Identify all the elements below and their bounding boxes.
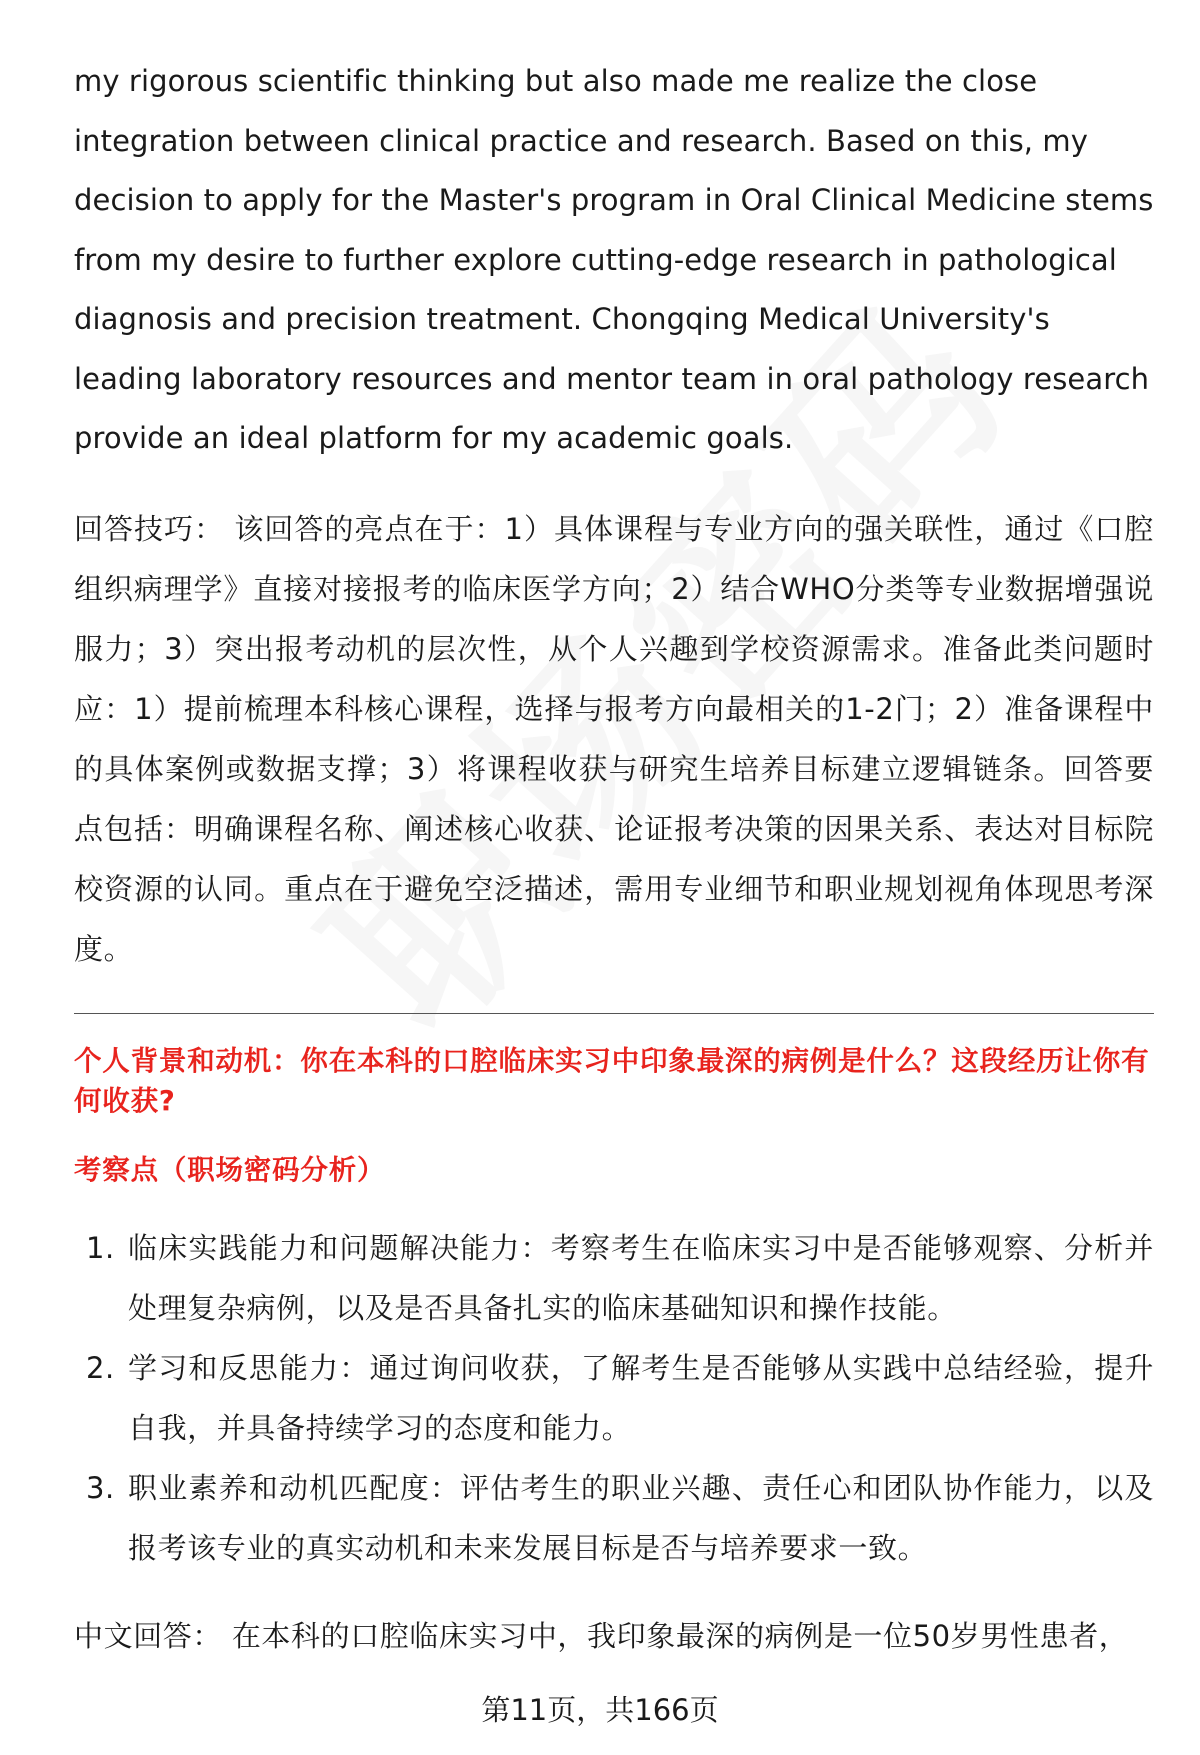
list-item <box>74 1458 1154 1578</box>
section-divider <box>74 1013 1154 1014</box>
exam-points-list <box>74 1218 1154 1578</box>
list-item <box>74 1338 1154 1458</box>
page-footer: 第11页，共166页 <box>481 1693 719 1727</box>
question-heading: 个人背景和动机：你在本科的口腔临床实习中印象最深的病例是什么？这段经历让你有何收获? <box>74 1044 1150 1117</box>
list-item-number: 2. <box>86 1350 115 1385</box>
chinese-answer-paragraph: 中文回答： 在本科的口腔临床实习中，我印象最深的病例是一位50岁男性患者， <box>74 1618 1129 1653</box>
document-page <box>74 52 1154 1666</box>
list-item <box>74 1218 1154 1338</box>
english-answer-paragraph: my rigorous scientific thinking but also made me realize the close integration between clinical practice and research. Based on this, my decision to apply for the Master's program in Oral Clinical Medicine stems from my desire to further explore cutting-edge research in pathological diagnosis and precision treatment. Chongqing Medical University's leading laboratory resources and mentor team in oral pathology research provide an ideal platform for my academic goals. <box>74 64 1154 455</box>
list-item-text: 职业素养和动机匹配度：评估考生的职业兴趣、责任心和团队协作能力，以及报考该专业的真实动机和未来发展目标是否与培养要求一致。 <box>128 1470 1154 1565</box>
list-item-number: 3. <box>86 1470 115 1505</box>
list-item-text: 临床实践能力和问题解决能力：考察考生在临床实习中是否能够观察、分析并处理复杂病例，以及是否具备扎实的临床基础知识和操作技能。 <box>128 1230 1154 1325</box>
exam-points-heading: 考察点（职场密码分析） <box>74 1153 386 1186</box>
list-item-number: 1. <box>86 1230 115 1265</box>
list-item-text: 学习和反思能力：通过询问收获，了解考生是否能够从实践中总结经验，提升自我，并具备持续学习的态度和能力。 <box>128 1350 1154 1445</box>
answer-tip-paragraph: 回答技巧： 该回答的亮点在于：1）具体课程与专业方向的强关联性，通过《口腔组织病理学》直接对接报考的临床医学方向；2）结合WHO分类等专业数据增强说服力；3）突出报考动机的层次性，从个人兴趣到学校资源需求。准备此类问题时应：1）提前梳理本科核心课程，选择与报考方向最相关的1-2门；2）准备课程中的具体案例或数据支撑；3）将课程收获与研究生培养目标建立逻辑链条。回答要点包括：明确课程名称、阐述核心收获、论证报考决策的因果关系、表达对目标院校资源的认同。重点在于避免空泛描述，需用专业细节和职业规划视角体现思考深度。 <box>74 511 1154 966</box>
